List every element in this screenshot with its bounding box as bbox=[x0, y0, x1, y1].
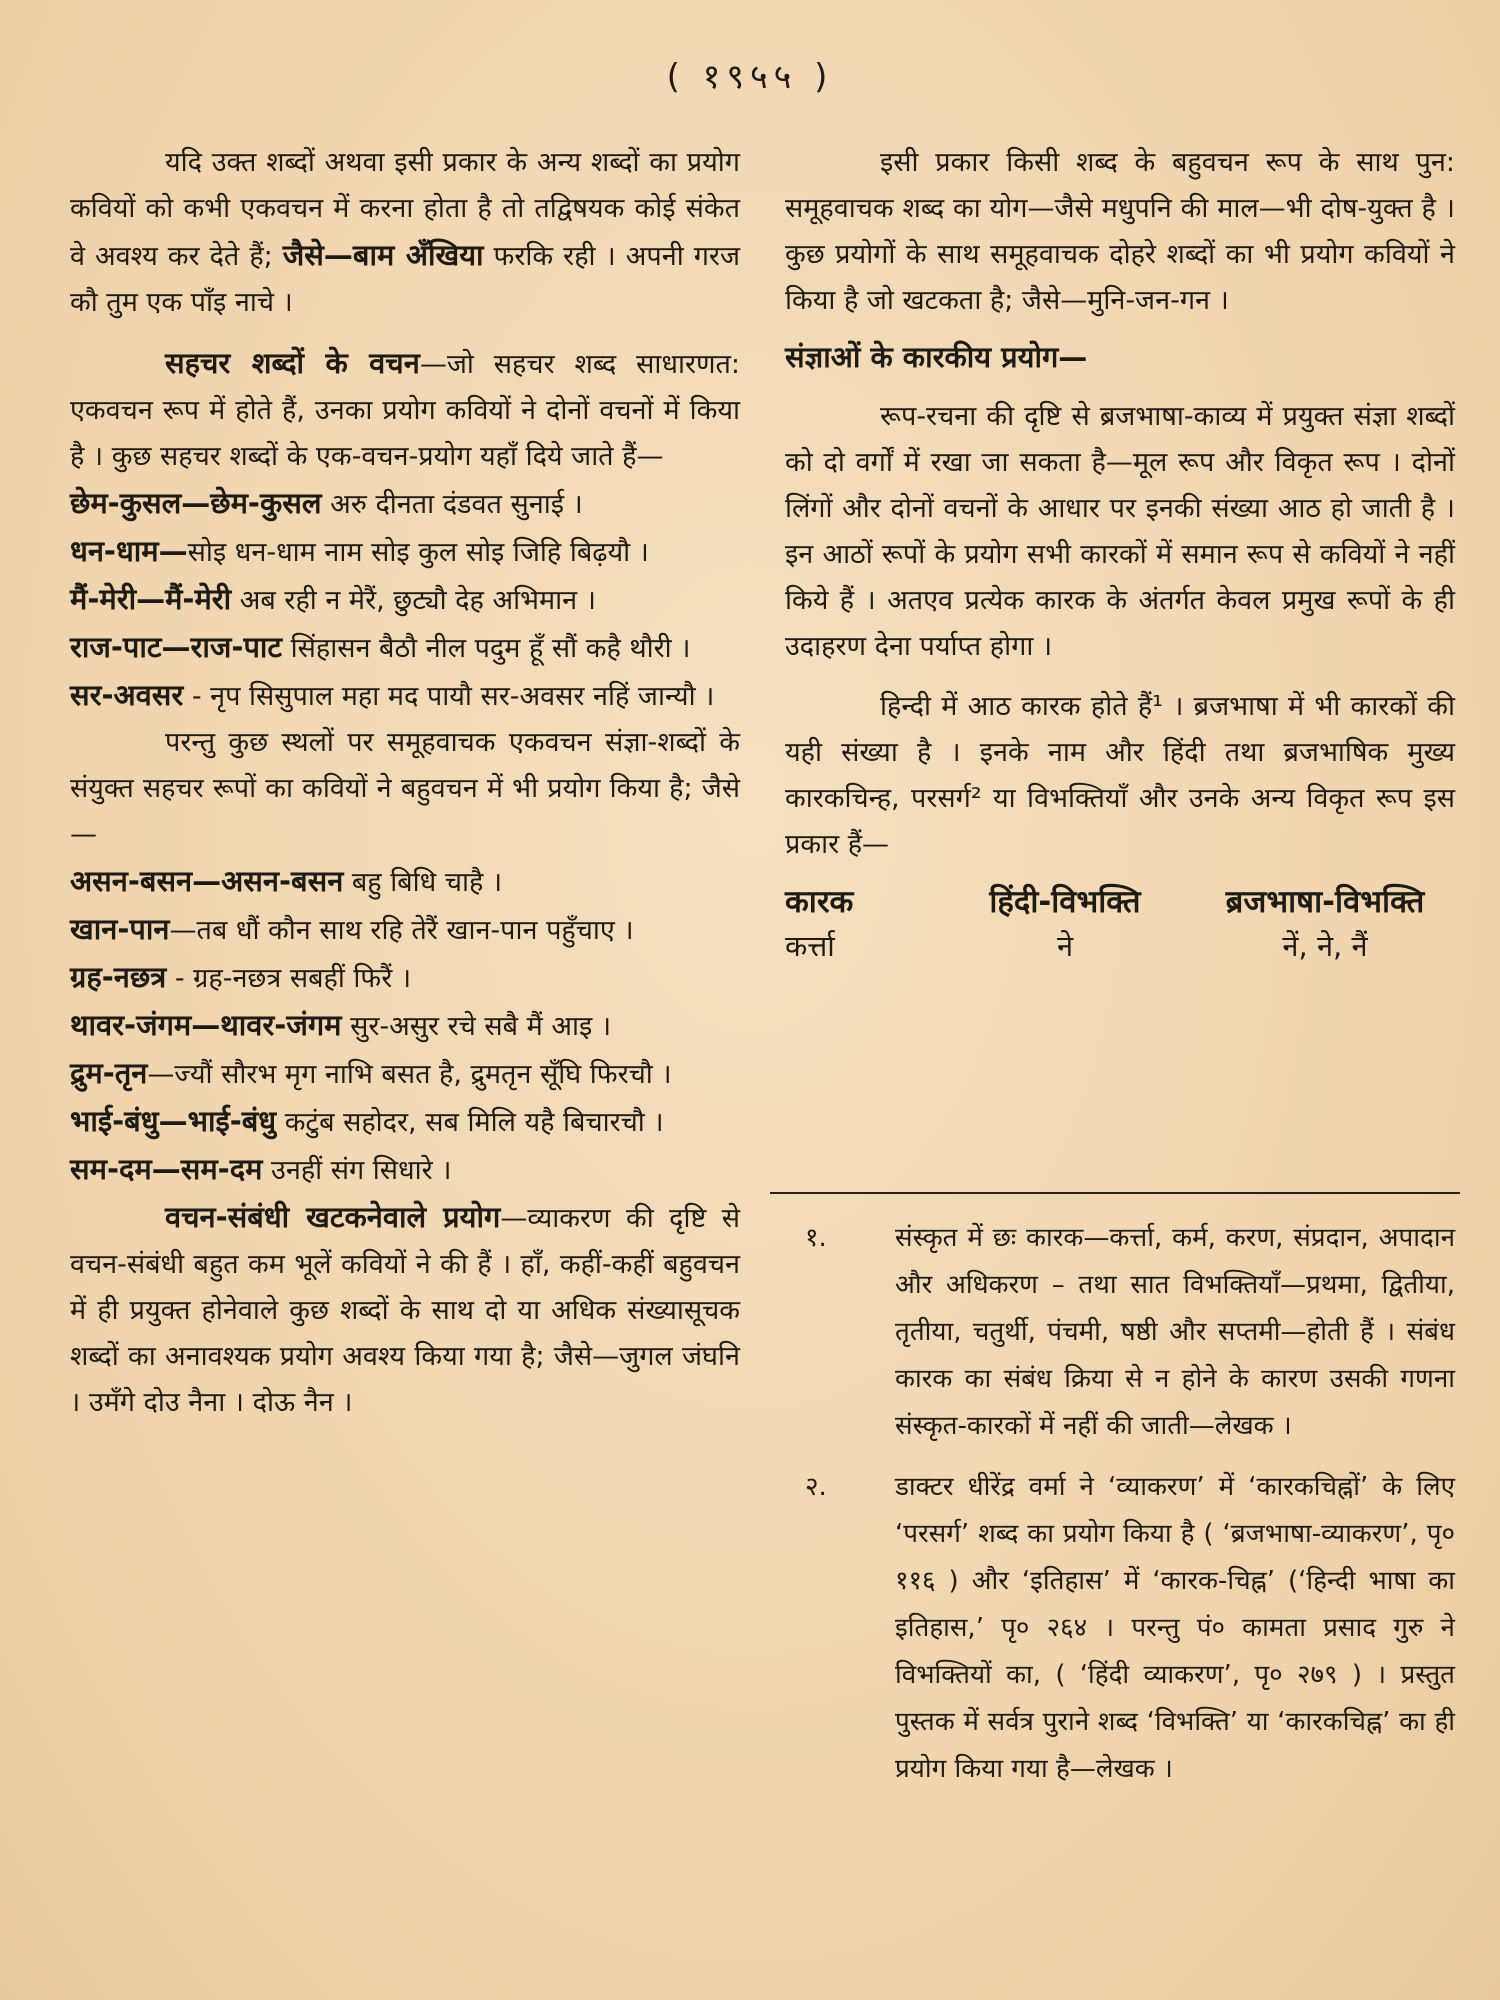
example-text: अरु दीनता दंडवत सुनाई । bbox=[321, 489, 583, 520]
left-column bbox=[70, 140, 740, 1426]
example-term: द्रुम-तृन bbox=[70, 1056, 148, 1090]
example-text: —तब धौं कौन साथ रहि तेरैं खान-पान पहुँचाए । bbox=[169, 915, 634, 946]
example-entry bbox=[70, 1050, 740, 1098]
example-term: खान-पान bbox=[70, 912, 170, 946]
example-text: सिंहासन बैठौ नील पदुम हूँ सौं कहै थौरी । bbox=[282, 633, 691, 664]
example-term: ग्रह-नछत्र bbox=[70, 960, 167, 994]
paragraph: रूप-रचना की दृष्टि से ब्रजभाषा-काव्य में प्रयुक्त संज्ञा शब्दों को दो वर्गों में रखा जा सकता है—मूल रूप और विकृत रूप । दोनों लिंगों और दोनों वचनों के आधार पर इनकी संख्या आठ हो जाती है । इन आठों रूपों के प्रयोग सभी कारकों में समान रूप से कवियों ने नहीं किये हैं । अतएव प्रत्येक कारक के अंतर्गत केवल प्रमुख रूपों के ही उदाहरण देना पर्याप्त होगा । bbox=[785, 401, 1455, 662]
karak-table bbox=[785, 880, 1455, 968]
paragraph-text: —जो सहचर शब्द साधारणत: एकवचन रूप में होते हैं, उनका प्रयोग कवियों ने दोनों वचनों में किया है । कुछ सहचर शब्दों के एक-वचन-प्रयोग यहाँ दिये जाते हैं— bbox=[70, 349, 740, 472]
example-text: उनहीं संग सिधारे । bbox=[262, 1155, 452, 1186]
table-cell: ने bbox=[1056, 929, 1074, 963]
example-text: सुर-असुर रचे सबै मैं आइ । bbox=[341, 1011, 612, 1042]
footnote bbox=[785, 1464, 1455, 1793]
example-entry bbox=[70, 576, 740, 624]
example-entry bbox=[70, 1146, 740, 1194]
example-text: अब रही न मेरैं, छुट्यौ देह अभिमान । bbox=[231, 585, 596, 616]
page-number: ( १९५५ ) bbox=[666, 57, 834, 97]
example-entry bbox=[70, 672, 740, 720]
example-entry bbox=[70, 480, 740, 528]
example-text: फरकि रही । अपनी गरज कौ तुम एक पाँइ नाचे । bbox=[70, 241, 740, 318]
footnote bbox=[785, 1215, 1455, 1450]
table-cell: कर्त्ता bbox=[785, 929, 835, 963]
example-term: भाई-बंधु—भाई-बंधु bbox=[70, 1104, 277, 1138]
example-text: - ग्रह-नछत्र सबहीं फिरैं । bbox=[166, 963, 412, 994]
example-entry bbox=[70, 1098, 740, 1146]
paragraph bbox=[70, 140, 740, 326]
paragraph bbox=[70, 340, 740, 480]
example-term: राज-पाट—राज-पाट bbox=[70, 630, 283, 664]
table-header-cell: हिंदी-विभक्ति bbox=[989, 884, 1141, 920]
example-entry bbox=[70, 906, 740, 954]
example-term: मैं-मेरी—मैं-मेरी bbox=[70, 582, 232, 616]
paragraph: इसी प्रकार किसी शब्द के बहुवचन रूप के साथ पुन: समूहवाचक शब्द का योग—जैसे मधुपनि की माल—भी दोष-युक्त है । कुछ प्रयोगों के साथ समूहवाचक दोहरे शब्दों का भी प्रयोग कवियों ने किया है जो खटकता है; जैसे—मुनि-जन-गन । bbox=[785, 147, 1455, 316]
example-entry bbox=[70, 528, 740, 576]
section-lead: वचन-संबंधी खटकनेवाले प्रयोग bbox=[165, 1200, 501, 1234]
example-term: जैसे—बाम अँखिया bbox=[282, 238, 484, 272]
table-header-cell: कारक bbox=[785, 884, 854, 920]
example-term: धन-धाम— bbox=[70, 534, 188, 568]
example-text: बहु बिधि चाहै । bbox=[343, 867, 503, 898]
paragraph-text: यदि उक्त शब्दों अथवा इसी प्रकार के अन्य शब्दों का प्रयोग कवियों को कभी एकवचन में करना होता है तो तद्विषयक कोई संकेत वे अवश्य कर देते हैं; bbox=[70, 147, 740, 272]
example-entry bbox=[70, 1002, 740, 1050]
table-row bbox=[785, 924, 1455, 968]
example-entry bbox=[70, 954, 740, 1002]
paragraph-text: —व्याकरण की दृष्टि से वचन-संबंधी बहुत कम भूलें कवियों ने की हैं । हाँ, कहीं-कहीं बहुवचन में ही प्रयुक्त होनेवाले कुछ शब्दों के साथ दो या अधिक संख्यासूचक शब्दों का अनावश्यक प्रयोग अवश्य किया गया है; जैसे—जुगल जंघनि । उमँगे दोउ नैना । दोऊ नैन । bbox=[70, 1203, 740, 1418]
section-lead: सहचर शब्दों के वचन bbox=[165, 346, 420, 380]
footnote-divider bbox=[770, 1192, 1460, 1194]
table-header-row bbox=[785, 880, 1455, 924]
example-term: सम-दम—सम-दम bbox=[70, 1152, 263, 1186]
paragraph: परन्तु कुछ स्थलों पर समूहवाचक एकवचन संज्ञा-शब्दों के संयुक्त सहचर रूपों का कवियों ने बहुवचन में भी प्रयोग किया है; जैसे— bbox=[70, 727, 740, 850]
footnotes bbox=[785, 1215, 1455, 1807]
example-entry bbox=[70, 624, 740, 672]
example-text: सोइ धन-धाम नाम सोइ कुल सोइ जिहि बिढ़यौ । bbox=[187, 537, 649, 568]
table-cell: नें, ने, नैं bbox=[1282, 929, 1368, 963]
example-entry bbox=[70, 858, 740, 906]
footnote-number: २. bbox=[805, 1472, 827, 1502]
example-text: कटुंब सहोदर, सब मिलि यहै बिचारचौ । bbox=[276, 1107, 664, 1138]
example-text: - नृप सिसुपाल महा मद पायौ सर-अवसर नहिं जान्यौ । bbox=[183, 681, 715, 712]
footnote-number: १. bbox=[805, 1223, 827, 1253]
example-text: —ज्यौं सौरभ मृग नाभि बसत है, द्रुमतृन सूँघि फिरचौ । bbox=[147, 1059, 672, 1090]
section-heading: संज्ञाओं के कारकीय प्रयोग— bbox=[785, 340, 1088, 374]
table-header-cell: ब्रजभाषा-विभक्ति bbox=[1225, 884, 1425, 920]
example-term: सर-अवसर bbox=[70, 678, 184, 712]
paragraph bbox=[70, 1194, 740, 1426]
example-term: असन-बसन—असन-बसन bbox=[70, 864, 344, 898]
example-term: थावर-जंगम—थावर-जंगम bbox=[70, 1008, 342, 1042]
paragraph: हिन्दी में आठ कारक होते हैं¹ । ब्रजभाषा में भी कारकों की यही संख्या है । इनके नाम और हिंदी तथा ब्रजभाषिक मुख्य कारकचिन्ह, परसर्ग² या विभक्तियाँ और उनके अन्य विकृत रूप इस प्रकार हैं— bbox=[785, 691, 1455, 860]
footnote-text: डाक्टर धीरेंद्र वर्मा ने ‘व्याकरण’ में ‘कारकचिह्नों’ के लिए ‘परसर्ग’ शब्द का प्रयोग किया है ( ‘ब्रजभाषा-व्याकरण’, पृ० ११६ ) और ‘इतिहास’ में ‘कारक-चिह्न’ (‘हिन्दी भाषा का इतिहास,’ पृ० २६४ । परन्तु पं० कामता प्रसाद गुरु ने विभक्तियों का, ( ‘हिंदी व्याकरण’, पृ० २७९ ) । प्रस्तुत पुस्तक में सर्वत्र पुराने शब्द ‘विभक्ति’ या ‘कारकचिह्न’ का ही प्रयोग किया गया है—लेखक । bbox=[895, 1472, 1455, 1784]
example-term: छेम-कुसल—छेम-कुसल bbox=[70, 486, 322, 520]
footnote-text: संस्कृत में छः कारक—कर्त्ता, कर्म, करण, संप्रदान, अपादान और अधिकरण – तथा सात विभक्तियाँ—प्रथमा, द्वितीया, तृतीया, चतुर्थी, पंचमी, षष्ठी और सप्तमी—होती हैं । संबंध कारक का संबंध क्रिया से न होने के कारण उसकी गणना संस्कृत-कारकों में नहीं की जाती—लेखक । bbox=[895, 1223, 1455, 1441]
right-column bbox=[785, 140, 1455, 968]
